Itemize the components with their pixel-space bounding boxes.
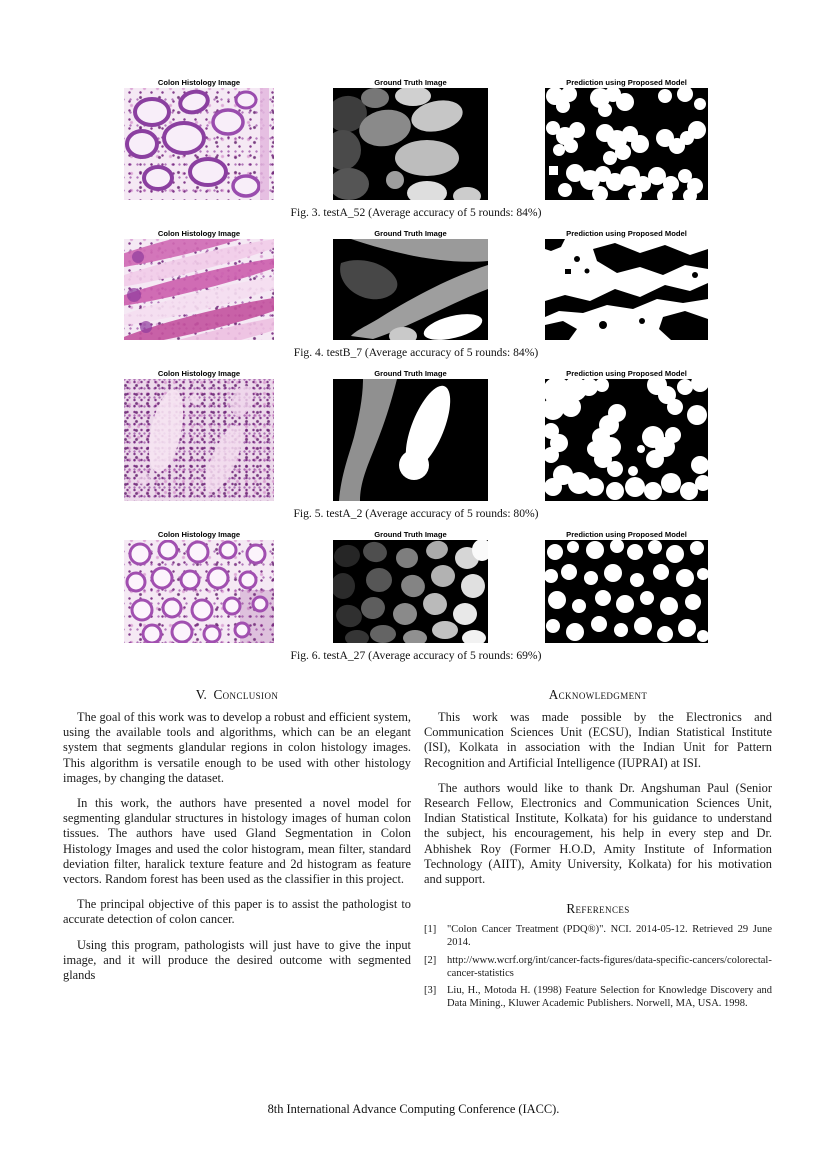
figure-row	[0, 229, 827, 360]
references-heading	[424, 901, 772, 917]
figure-caption: Fig. 5. testA_2 (Average accuracy of 5 rounds: 80%)	[293, 507, 539, 520]
prediction-mask-graphic	[545, 239, 708, 340]
panel-prediction	[545, 229, 708, 340]
prediction-image	[545, 239, 708, 340]
panel-title: Colon Histology Image	[157, 369, 241, 378]
acknowledgment-section	[424, 687, 772, 887]
histology-image	[124, 540, 274, 643]
text-columns	[63, 687, 770, 1014]
prediction-mask-graphic	[545, 540, 708, 643]
panel-histology	[124, 78, 274, 200]
prediction-image	[545, 540, 708, 643]
figure-caption: Fig. 3. testA_52 (Average accuracy of 5 rounds: 84%)	[290, 206, 542, 219]
histology-glands-graphic	[124, 88, 274, 200]
panel-title: Prediction using Proposed Model	[566, 530, 687, 539]
section-title: References	[566, 901, 630, 917]
paragraph: The goal of this work was to develop a robust and efficient system, using the available tools and algorithms, which can be an elegant system that segments glandular regions in colon histology images. This algorithm is versatile enough to be used with other histology images, by changing the dataset.	[63, 710, 411, 785]
histology-image	[124, 88, 274, 200]
reference-text: http://www.wcrf.org/int/cancer-facts-figures/data-specific-cancers/colorectal-cancer-statistics	[447, 954, 772, 979]
paragraph: The principal objective of this paper is to assist the pathologist to accurate detection of colon cancer.	[63, 897, 411, 927]
ground-truth-mask-graphic	[333, 88, 488, 200]
paragraph: This work was made possible by the Electronics and Communication Sciences Unit (ECSU), Indian Statistical Institute (ISI), Kolkata in association with the Indian Unit for Pattern Recognition and Artificial Intelligence (IUPRAI) at ISI.	[424, 710, 772, 770]
ground-truth-mask-graphic	[333, 540, 488, 643]
section-number: V.	[195, 687, 207, 702]
figure-caption: Fig. 6. testA_27 (Average accuracy of 5 rounds: 69%)	[290, 649, 542, 662]
ground-truth-image	[333, 540, 488, 643]
panel-histology	[124, 369, 274, 501]
reference-text: Liu, H., Motoda H. (1998) Feature Selection for Knowledge Discovery and Data Mining., Kluwer Academic Publishers. Norwell, MA, USA. 1998.	[447, 985, 772, 1010]
panel-ground-truth	[333, 78, 488, 200]
panel-title: Colon Histology Image	[157, 78, 241, 87]
figure-row	[0, 78, 827, 220]
panel-title: Ground Truth Image	[374, 229, 447, 238]
panel-histology	[124, 530, 274, 643]
histology-rosettes-graphic	[124, 540, 274, 643]
reference-item	[424, 954, 772, 980]
conclusion-heading	[63, 687, 411, 703]
panel-ground-truth	[333, 369, 488, 501]
figure-row	[0, 530, 827, 663]
prediction-mask-graphic	[545, 88, 708, 200]
paragraph: The authors would like to thank Dr. Angshuman Paul (Senior Research Fellow, Electronics and Communication Sciences Unit, Indian Statistical Institute, Kolkata) for his guidance to understand the subject, his encouragement, his help in every step and Dr. Abhishek Roy (Former H.O.D, Amity Institute of Information Technology (AIIT), Amity University, Kolkata) for his motivation and support.	[424, 780, 772, 887]
histology-streaks-graphic	[124, 239, 274, 340]
histology-image	[124, 379, 274, 501]
panel-prediction	[545, 78, 708, 200]
panel-title: Ground Truth Image	[374, 530, 447, 539]
panel-prediction	[545, 530, 708, 643]
panel-title: Prediction using Proposed Model	[566, 369, 687, 378]
figure-caption: Fig. 4. testB_7 (Average accuracy of 5 rounds: 84%)	[293, 346, 539, 359]
panel-title: Ground Truth Image	[374, 78, 447, 87]
section-title: Acknowledgment	[548, 687, 648, 702]
reference-text: "Colon Cancer Treatment (PDQ®)". NCI. 2014-05-12. Retrieved 29 June 2014.	[447, 924, 772, 949]
panel-ground-truth	[333, 229, 488, 340]
panel-title: Prediction using Proposed Model	[566, 78, 687, 87]
right-column	[424, 687, 772, 1014]
paragraph: In this work, the authors have presented a novel model for segmenting glandular structures in histology images of human colon tissues. The authors have used Gland Segmentation in Colon Histology Images and used the color histogram, mean filter, standard deviation filter, haralick texture feature and 2d histogram as feature vectors. Random forest has been used as the classifier in this project.	[63, 796, 411, 887]
panel-title: Ground Truth Image	[374, 369, 447, 378]
section-title: Conclusion	[213, 687, 279, 702]
ground-truth-image	[333, 379, 488, 501]
reference-number: [2]	[424, 954, 437, 966]
references-section	[424, 901, 772, 1010]
panel-title: Prediction using Proposed Model	[566, 229, 687, 238]
panel-ground-truth	[333, 530, 488, 643]
panel-title: Colon Histology Image	[157, 530, 241, 539]
prediction-image	[545, 88, 708, 200]
acknowledgment-heading	[424, 687, 772, 703]
reference-item	[424, 984, 772, 1010]
ground-truth-mask-graphic	[333, 239, 488, 340]
ground-truth-image	[333, 239, 488, 340]
reference-number: [3]	[424, 985, 437, 997]
panel-prediction	[545, 369, 708, 501]
panel-title: Colon Histology Image	[157, 229, 241, 238]
histology-texture-graphic	[124, 379, 274, 501]
prediction-image	[545, 379, 708, 501]
figure-row	[0, 369, 827, 521]
footer-text: 8th International Advance Computing Conference (IACC).	[267, 1102, 560, 1116]
panel-histology	[124, 229, 274, 340]
ground-truth-mask-graphic	[333, 379, 488, 501]
reference-number: [1]	[424, 924, 437, 936]
reference-item	[424, 923, 772, 949]
conclusion-section	[63, 687, 411, 1014]
ground-truth-image	[333, 88, 488, 200]
paragraph: Using this program, pathologists will just have to give the input image, and it will produce the desired outcome with segmented glands	[63, 937, 411, 983]
histology-image	[124, 239, 274, 340]
prediction-mask-graphic	[545, 379, 708, 501]
